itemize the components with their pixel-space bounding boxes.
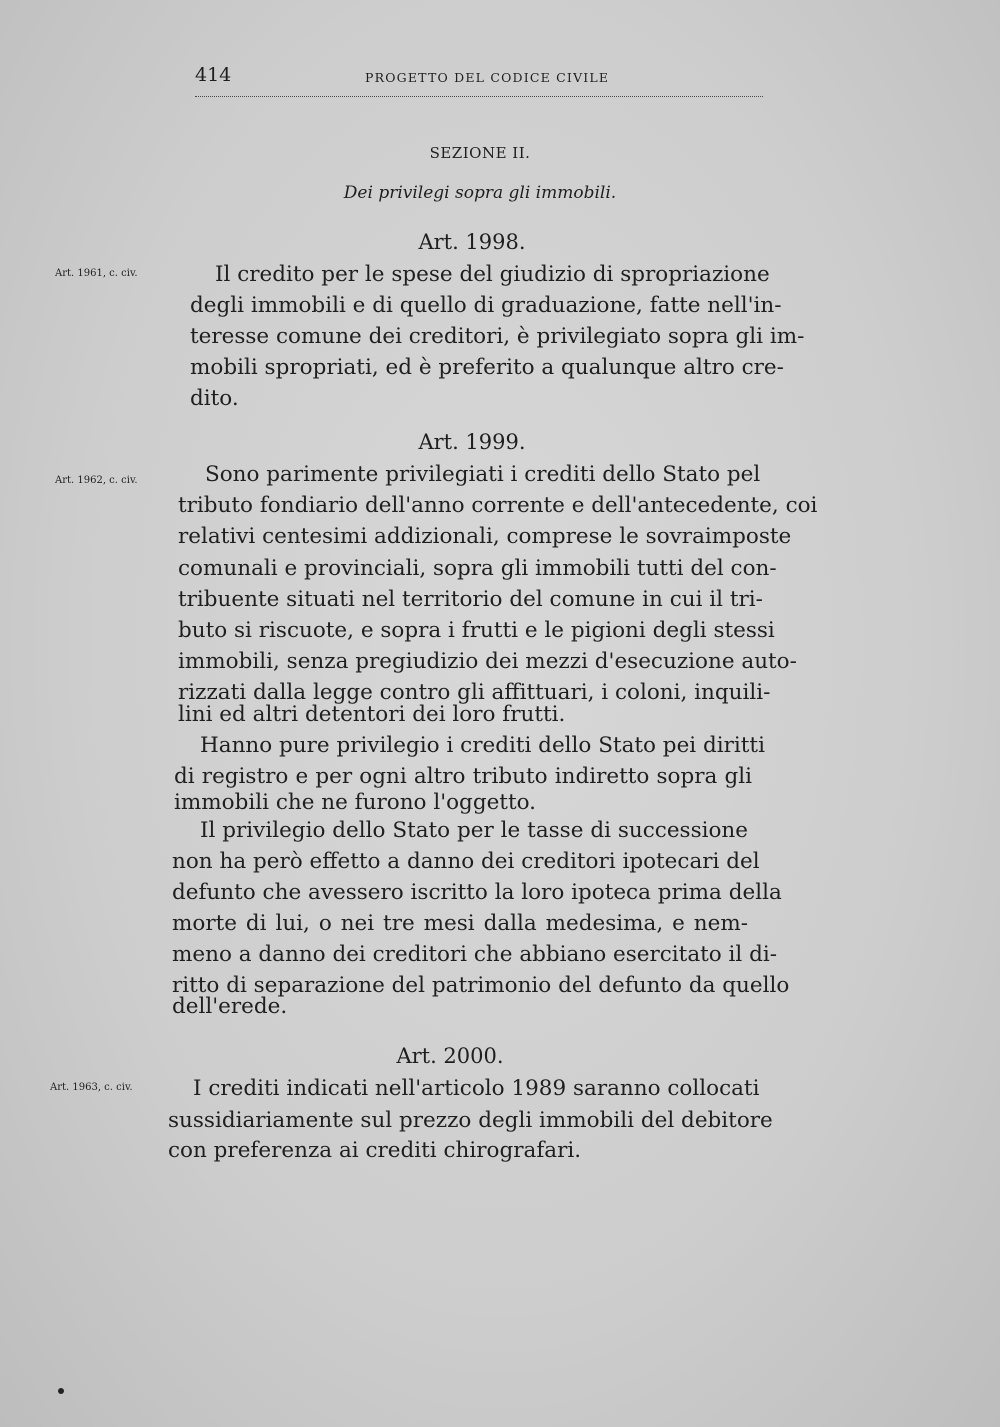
text-line: relativi centesimi addizionali, comprese le sovraimposte: [178, 524, 792, 549]
text-line: con preferenza ai crediti chirografari.: [168, 1138, 582, 1163]
section-subtitle: Dei privilegi sopra gli immobili.: [343, 183, 617, 203]
text-line: non ha però effetto a danno dei creditori ipotecari del: [172, 849, 760, 874]
text-line: immobili, senza pregiudizio dei mezzi d'esecuzione auto-: [178, 649, 797, 674]
text-line: Hanno pure privilegio i crediti dello Stato pei diritti: [200, 733, 765, 758]
text-line: Il privilegio dello Stato per le tasse di successione: [200, 818, 748, 843]
margin-note-2000: Art. 1963, c. civ.: [50, 1082, 133, 1093]
article-heading-1999: Art. 1999.: [418, 430, 526, 454]
text-line: ritto di separazione del patrimonio del defunto da quello: [172, 973, 790, 998]
page-header: [195, 62, 763, 97]
text-line: mobili spropriati, ed è preferito a qualunque altro cre-: [190, 355, 784, 380]
article-heading-2000: Art. 2000.: [396, 1044, 504, 1068]
text-line: Il credito per le spese del giudizio di spropriazione: [215, 262, 770, 287]
text-line: meno a danno dei creditori che abbiano esercitato il di-: [172, 942, 778, 967]
margin-note-1999: Art. 1962, c. civ.: [55, 475, 138, 486]
text-line: lini ed altri detentori dei loro frutti.: [178, 702, 566, 727]
article-heading-1998: Art. 1998.: [418, 230, 526, 254]
text-line: Sono parimente privilegiati i crediti dello Stato pel: [205, 462, 761, 487]
text-line: dito.: [190, 386, 239, 411]
text-line: tributo fondiario dell'anno corrente e dell'antecedente, coi: [178, 493, 818, 518]
text-line: I crediti indicati nell'articolo 1989 saranno collocati: [193, 1076, 760, 1101]
text-line: teresse comune dei creditori, è privilegiato sopra gli im-: [190, 324, 805, 349]
text-line: di registro e per ogni altro tributo indiretto sopra gli: [174, 764, 752, 789]
text-line: tribuente situati nel territorio del comune in cui il tri-: [178, 587, 763, 612]
text-line: immobili che ne furono l'oggetto.: [174, 790, 536, 815]
text-line: degli immobili e di quello di graduazione, fatte nell'in-: [190, 293, 782, 318]
text-line: buto si riscuote, e sopra i frutti e le pigioni degli stessi: [178, 618, 775, 643]
text-line: defunto che avessero iscritto la loro ipoteca prima della: [172, 880, 782, 905]
ink-speck: [58, 1388, 64, 1394]
text-line: dell'erede.: [172, 994, 288, 1019]
text-line: comunali e provinciali, sopra gli immobili tutti del con-: [178, 556, 777, 581]
section-title: SEZIONE II.: [429, 144, 531, 162]
text-line: morte di lui, o nei tre mesi dalla medesima, e nem-: [172, 911, 748, 936]
running-title: PROGETTO DEL CODICE CIVILE: [365, 70, 610, 85]
text-line: rizzati dalla legge contro gli affittuari, i coloni, inquili-: [178, 680, 771, 705]
page-number: 414: [195, 64, 232, 86]
margin-note-1998: Art. 1961, c. civ.: [55, 268, 138, 279]
text-line: sussidiariamente sul prezzo degli immobili del debitore: [168, 1108, 773, 1133]
